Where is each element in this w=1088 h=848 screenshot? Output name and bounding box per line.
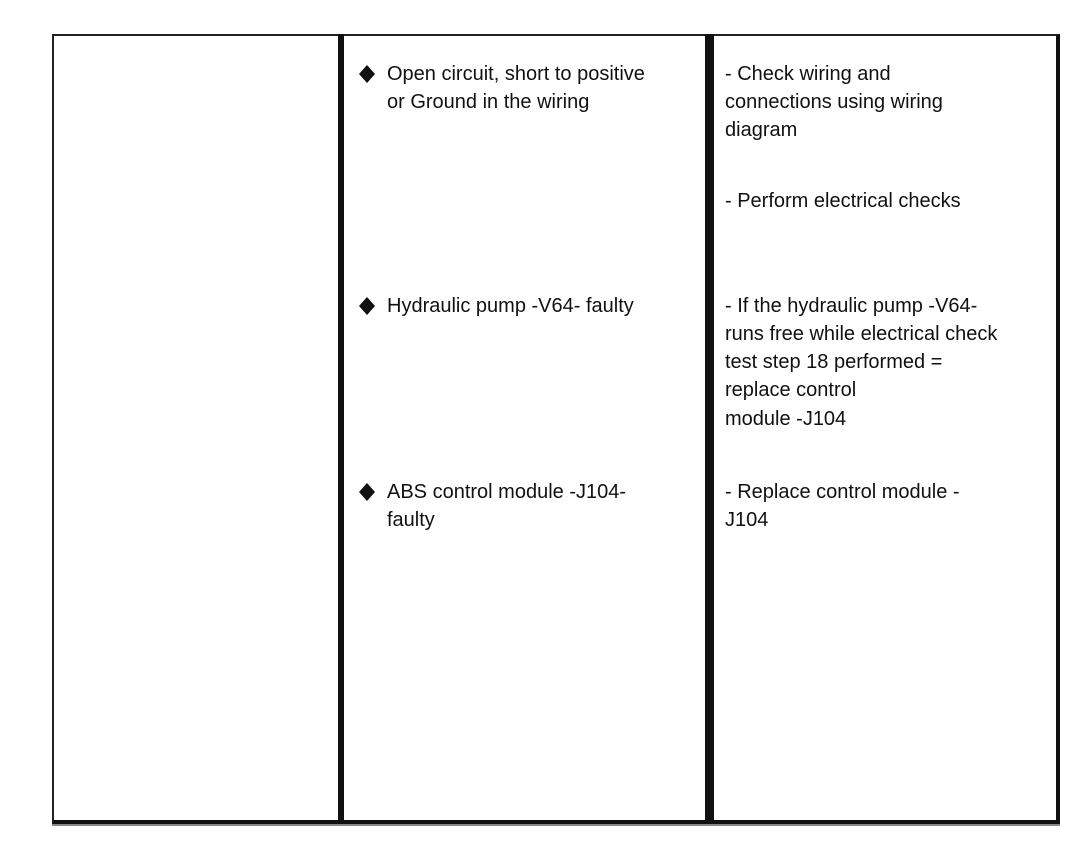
diamond-bullet-icon	[358, 297, 376, 315]
remedy-text: - Replace control module - J104	[725, 481, 960, 531]
diamond-bullet-icon	[358, 483, 376, 501]
fault-code-cell	[56, 38, 336, 818]
remedy-text: - If the hydraulic pump -V64- runs free while electrical check test step 18 performed = replace control	[725, 295, 998, 401]
remedy-text: module -J104	[725, 408, 847, 430]
remedy-text: - Perform electrical checks	[725, 190, 961, 212]
diamond-bullet-icon	[358, 65, 376, 83]
remedy-text: - Check wiring and connections using wiring diagram	[725, 63, 943, 141]
cause-text: Hydraulic pump -V64- faulty	[387, 295, 634, 317]
table-bottom-edge	[52, 824, 1060, 826]
column-divider-1	[338, 34, 344, 824]
cause-text: ABS control module -J104- faulty	[387, 481, 627, 531]
cause-text: Open circuit, short to positive or Ground in the wiring	[387, 63, 645, 113]
column-divider-2	[705, 34, 714, 824]
